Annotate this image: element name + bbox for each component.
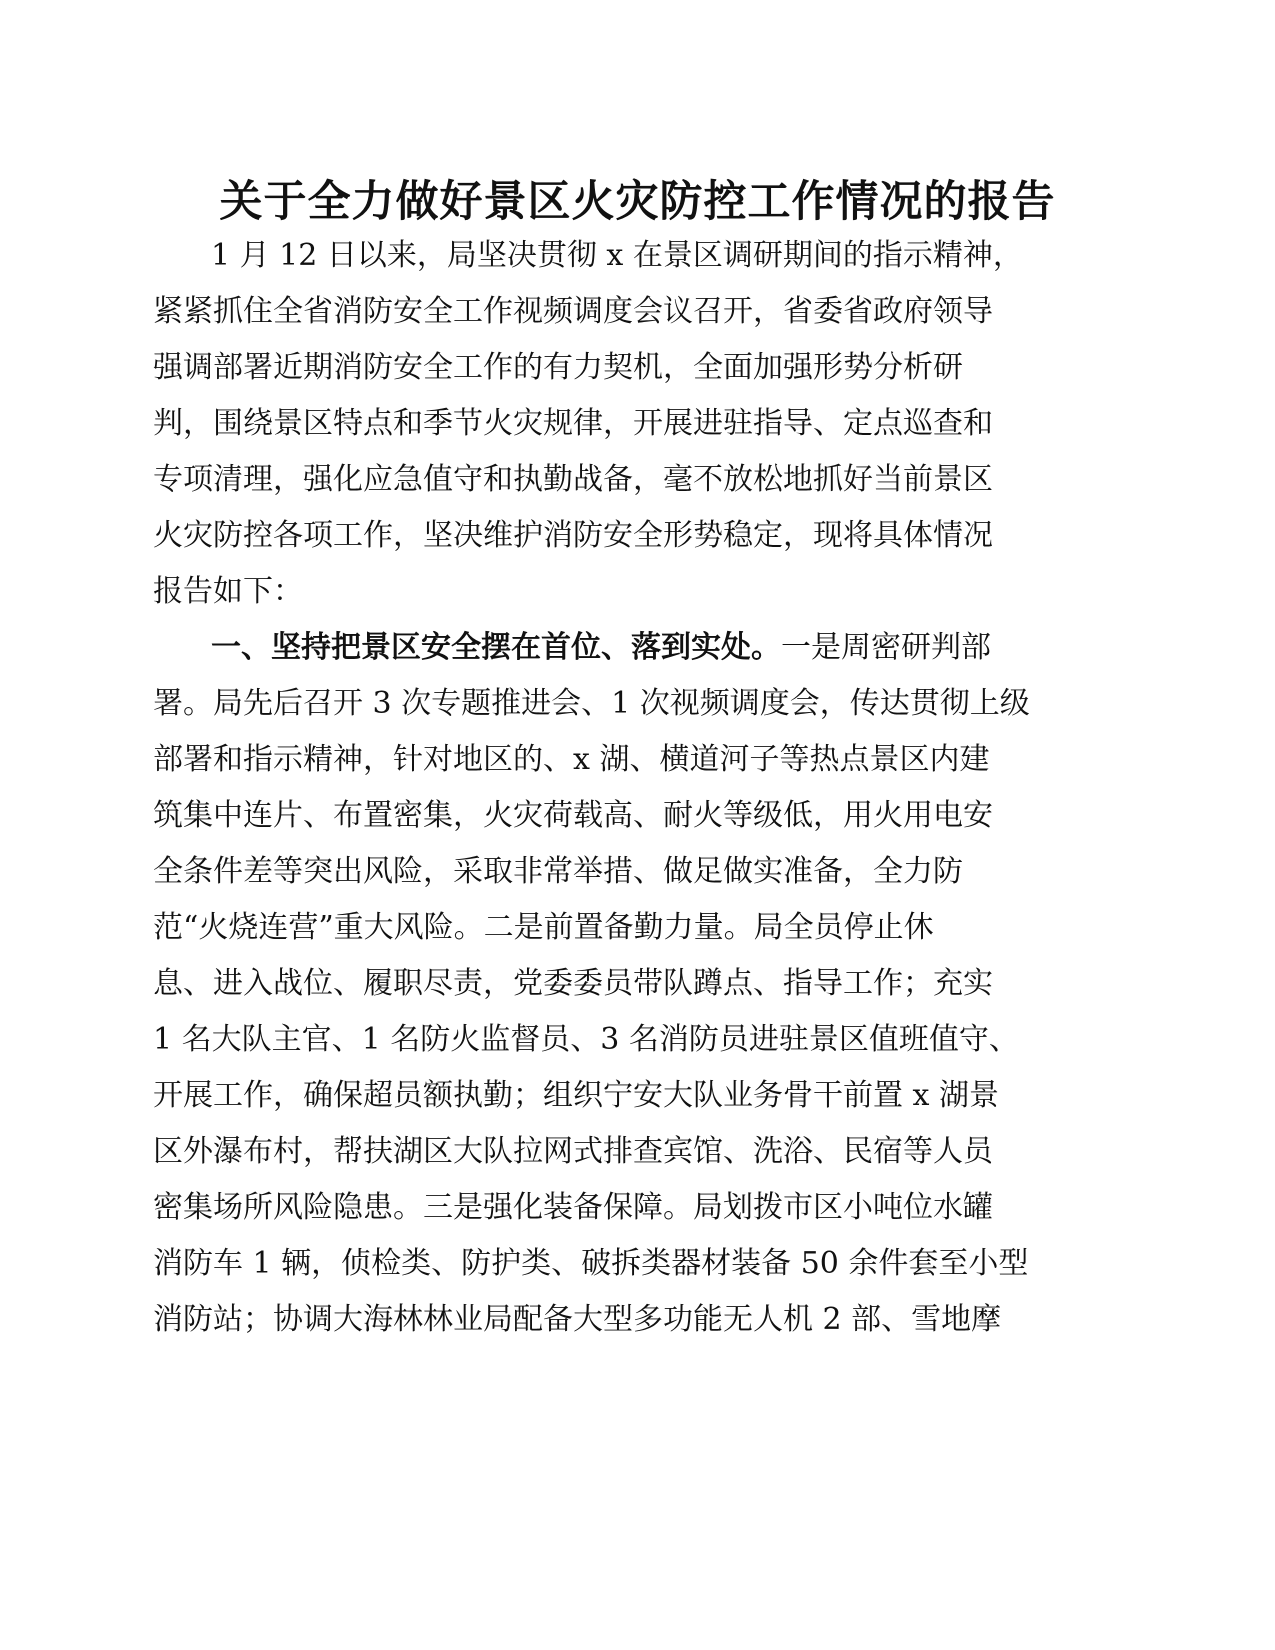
paragraph-line: 1 名大队主官、1 名防火监督员、3 名消防员进驻景区值班值守、 <box>153 1022 1019 1057</box>
paragraph-line: 开展工作，确保超员额执勤；组织宁安大队业务骨干前置 x 湖景 <box>153 1078 999 1113</box>
paragraph-line: 范“火烧连营”重大风险。二是前置备勤力量。局全员停止休 <box>153 910 934 945</box>
paragraph-line: 火灾防控各项工作，坚决维护消防安全形势稳定，现将具体情况 <box>153 518 993 553</box>
paragraph-line: 报告如下： <box>153 574 303 609</box>
section-first-line <box>211 620 1113 676</box>
document-title: 关于全力做好景区火灾防控工作情况的报告 <box>219 177 1056 227</box>
paragraph-line: 1 月 12 日以来，局坚决贯彻 x 在景区调研期间的指示精神， <box>211 238 1023 273</box>
paragraph-line: 部署和指示精神，针对地区的、x 湖、横道河子等热点景区内建 <box>153 742 990 777</box>
paragraph-line: 筑集中连片、布置密集，火灾荷载高、耐火等级低，用火用电安 <box>153 798 993 833</box>
paragraph-line: 消防站；协调大海林林业局配备大型多功能无人机 2 部、雪地摩 <box>153 1302 1002 1337</box>
paragraph-line: 全条件差等突出风险，采取非常举措、做足做实准备，全力防 <box>153 854 963 889</box>
section-text: 一是周密研判部 <box>781 630 991 665</box>
paragraph-line: 强调部署近期消防安全工作的有力契机，全面加强形势分析研 <box>153 350 963 385</box>
paragraph-line: 紧紧抓住全省消防安全工作视频调度会议召开，省委省政府领导 <box>153 294 993 329</box>
section-heading: 一、坚持把景区安全摆在首位、落到实处。 <box>211 630 781 665</box>
paragraph-line: 区外瀑布村，帮扶湖区大队拉网式排查宾馆、洗浴、民宿等人员 <box>153 1134 993 1169</box>
paragraph-line: 密集场所风险隐患。三是强化装备保障。局划拨市区小吨位水罐 <box>153 1190 993 1225</box>
paragraph-line: 署。局先后召开 3 次专题推进会、1 次视频调度会，传达贯彻上级 <box>153 686 1030 721</box>
paragraph-line: 专项清理，强化应急值守和执勤战备，毫不放松地抓好当前景区 <box>153 462 993 497</box>
paragraph-line: 判，围绕景区特点和季节火灾规律，开展进驻指导、定点巡查和 <box>153 406 993 441</box>
paragraph-line: 息、进入战位、履职尽责，党委委员带队蹲点、指导工作；充实 <box>153 966 993 1001</box>
paragraph-line: 消防车 1 辆，侦检类、防护类、破拆类器材装备 50 余件套至小型 <box>153 1246 1029 1281</box>
